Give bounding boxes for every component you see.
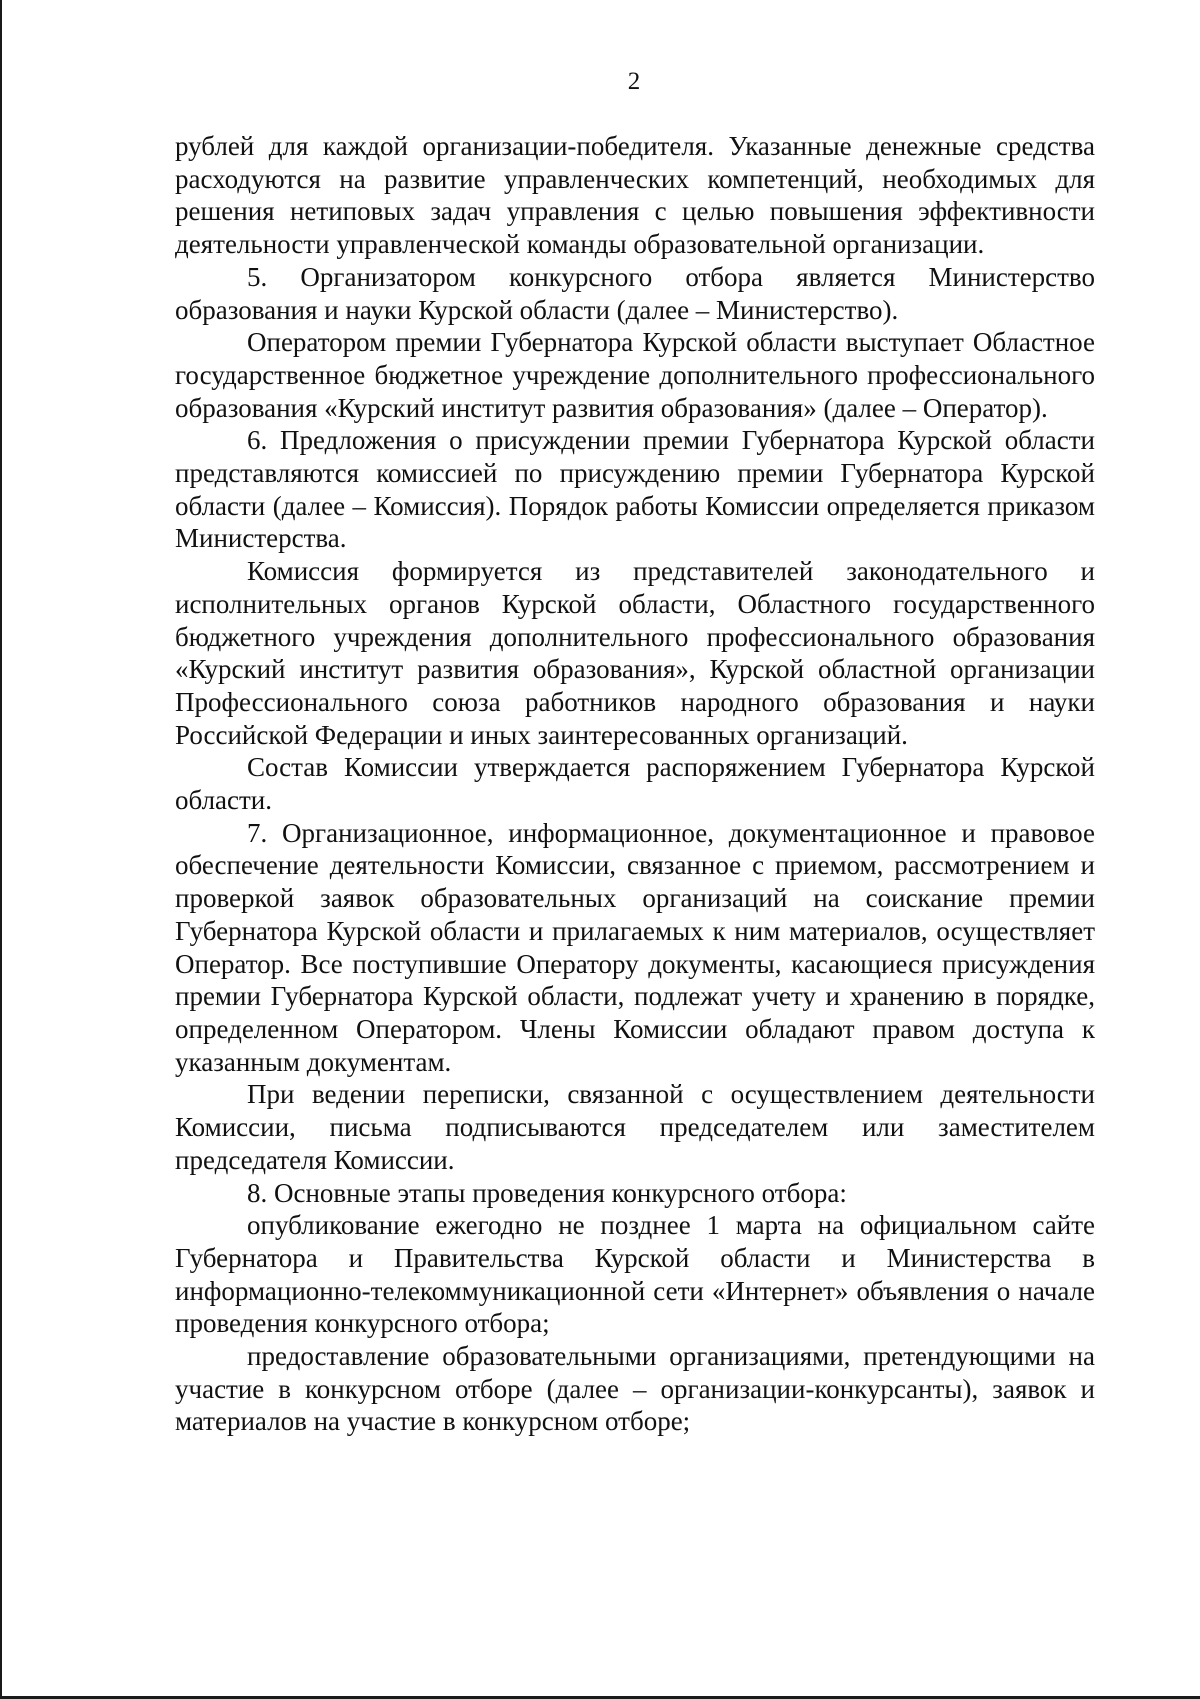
paragraph-stage-applications: предоставление образовательными организациями, претендующими на участие в конкурсном отборе (далее – организации-конкурсанты), заявок и материалов на участие в конкурсном отборе;	[175, 1341, 1095, 1437]
document-body	[175, 130, 1095, 1438]
paragraph-item-7-support: 7. Организационное, информационное, документационное и правовое обеспечение деятельности Комиссии, связанное с приемом, рассмотрением и проверкой заявок образовательных организаций на соискание премии Губернатора Курской области и прилагаемых к ним материалов, осуществляет Оператор. Все поступившие Оператору документы, касающиеся присуждения премии Губернатора Курской области, подлежат учету и хранению в порядке, определенном Оператором. Члены Комиссии обладают правом доступа к указанным документам.	[175, 817, 1095, 1077]
paragraph-commission-composition: Состав Комиссии утверждается распоряжением Губернатора Курской области.	[175, 752, 1095, 816]
page-number: 2	[627, 68, 641, 95]
paragraph-continuation: рублей для каждой организации-победителя. Указанные денежные средства расходуются на развитие управленческих компетенций, необходимых для решения нетиповых задач управления с целью повышения эффективности деятельности управленческой команды образовательной организации.	[175, 131, 1095, 260]
paragraph-item-6-proposals: 6. Предложения о присуждении премии Губернатора Курской области представляются комиссией по присуждению премии Губернатора Курской области (далее – Комиссия). Порядок работы Комиссии определяется приказом Министерства.	[175, 425, 1095, 554]
paragraph-item-5-organizer: 5. Организатором конкурсного отбора является Министерство образования и науки Курской области (далее – Министерство).	[175, 261, 1095, 325]
paragraph-stage-publication: опубликование ежегодно не позднее 1 марта на официальном сайте Губернатора и Правительства Курской области и Министерства в информационно-телекоммуникационной сети «Интернет» объявления о начале проведения конкурсного отбора;	[175, 1210, 1095, 1339]
paragraph-item-8-stages: 8. Основные этапы проведения конкурсного отбора:	[247, 1177, 847, 1208]
paragraph-correspondence: При ведении переписки, связанной с осуществлением деятельности Комиссии, письма подписываются председателем или заместителем председателя Комиссии.	[175, 1079, 1095, 1175]
paragraph-commission-formation: Комиссия формируется из представителей законодательного и исполнительных органов Курской области, Областного государственного бюджетного учреждения дополнительного профессионального образования «Курский институт развития образования», Курской областной организации Профессионального союза работников народного образования и науки Российской Федерации и иных заинтересованных организаций.	[175, 556, 1095, 750]
paragraph-operator: Оператором премии Губернатора Курской области выступает Областное государственное бюджетное учреждение дополнительного профессионального образования «Курский институт развития образования» (далее – Оператор).	[175, 327, 1095, 423]
